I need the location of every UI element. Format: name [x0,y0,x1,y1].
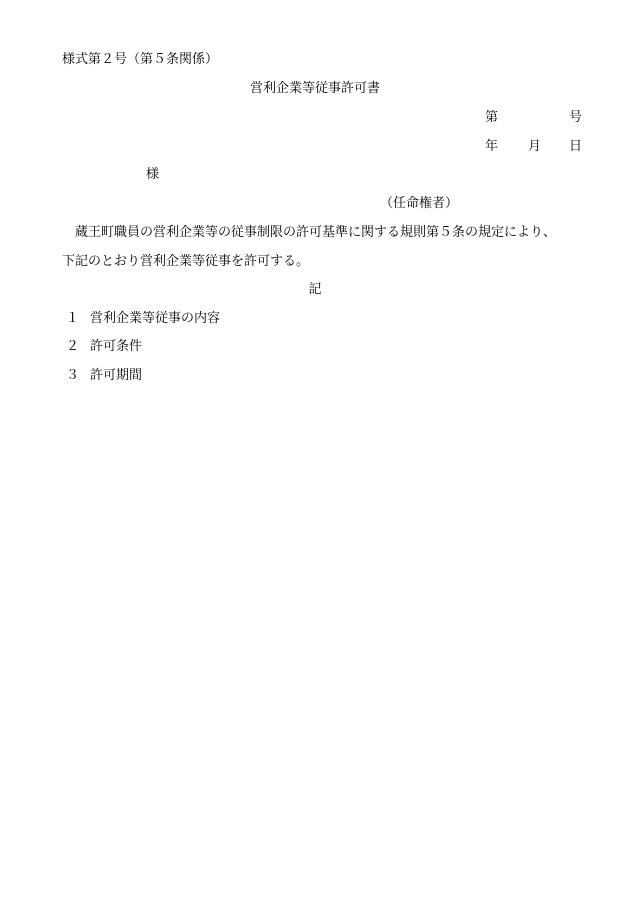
date-year-label: 年 [485,139,499,154]
list-item-number: ３ [66,368,80,383]
list-item-number: １ [66,311,80,326]
list-item-label: 許可期間 [90,368,143,383]
list-item-label: 営利企業等従事の内容 [90,311,221,326]
list-item [66,368,142,384]
document-title: 営利企業等従事許可書 [249,81,380,96]
date-month-label: 月 [528,139,542,154]
list-item-number: ２ [66,339,80,354]
date-day-label: 日 [569,139,583,154]
ki-heading: 記 [308,282,322,297]
appointing-authority: （任命権者） [380,196,459,211]
list-item [66,339,142,355]
form-number: 様式第２号（第５条関係） [62,52,219,67]
list-item [66,311,220,327]
addressee-honorific: 様 [146,167,160,182]
document-number-suffix: 号 [569,110,583,125]
body-text-line-1: 蔵王町職員の営利企業等の従事制限の許可基準に関する規則第５条の規定により、 [75,225,557,240]
body-text-line-2: 下記のとおり営利企業等従事を許可する。 [62,254,310,269]
document-number-prefix: 第 [485,110,499,125]
list-item-label: 許可条件 [90,339,143,354]
